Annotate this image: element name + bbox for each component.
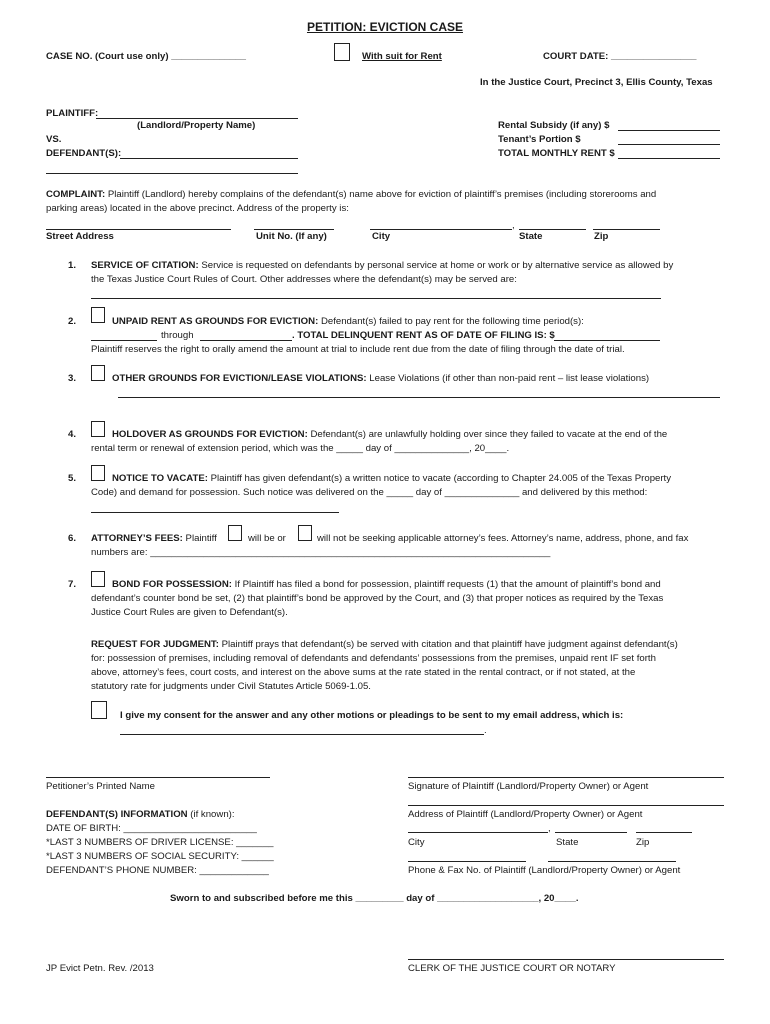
email-consent-checkbox[interactable] [91,701,107,719]
request-line-4: statutory rate for judgments under Civil Statutes Article 5069-1.05. [91,681,371,692]
rent-period-to-input[interactable] [200,340,292,341]
sworn-statement: Sworn to and subscribed before me this _________ day of ___________________, 20____. [170,893,579,904]
service-of-citation-text: Service is requested on defendants by personal service at home or work or by alternative service as allowed by [198,260,674,271]
item-5-number: 5. [68,473,77,484]
delivery-method-input[interactable] [91,512,339,513]
defendants-label: DEFENDANT(S): [46,148,122,159]
request-for-judgment-heading: REQUEST FOR JUDGMENT: [91,639,219,650]
plaintiff-address-line[interactable] [408,805,724,806]
city-caption: City [372,231,391,242]
page-title: PETITION: EVICTION CASE [306,20,463,34]
complaint-label: COMPLAINT: [46,189,106,200]
plaintiff-zip-input[interactable] [636,832,692,833]
item-7-line-1 [112,579,661,591]
request-for-judgment-text: Plaintiff prays that defendant(s) be served with citation and that plaintiff have judgment against defendant(s) [218,639,678,650]
item-4-line-2: rental term or renewal of extension period, which was the _____ day of ______________, 20____. [91,443,510,454]
other-grounds-text: Lease Violations (if other than non-paid rent – list lease violations) [366,373,650,384]
defendant-phone-field[interactable]: DEFENDANT’S PHONE NUMBER: _____________ [46,865,269,876]
request-line-2: for: possession of premises, including removal of defendants and defendants’ possessions from the premises, unpaid rent IF set forth [91,653,656,664]
unit-no-caption: Unit No. (If any) [256,231,327,242]
signature-caption: Signature of Plaintiff (Landlord/Property Owner) or Agent [408,781,649,792]
attorneys-fees-heading: ATTORNEY’S FEES: [91,533,183,544]
driver-license-field[interactable]: *LAST 3 NUMBERS OF DRIVER LICENSE: _______ [46,837,274,848]
printed-name-caption: Petitioner’s Printed Name [46,781,155,792]
item-1-number: 1. [68,260,77,271]
lease-violations-input[interactable] [118,397,720,398]
item-5-line-2: Code) and demand for possession. Such notice was delivered on the _____ day of ______________ and delivered by this method: [91,487,648,498]
will-not-be-text: will not be seeking applicable attorney’s fees. Attorney’s name, address, phone, and fax [317,533,689,544]
plaintiff-city-input[interactable] [408,832,548,833]
plaintiff-zip-caption: Zip [636,837,650,848]
plaintiff-input-line[interactable] [96,118,298,119]
notice-to-vacate-text: Plaintiff has given defendant(s) a written notice to vacate (according to Chapter 24.005 of the Texas Property [207,473,672,484]
item-4-number: 4. [68,429,77,440]
social-security-field[interactable]: *LAST 3 NUMBERS OF SOCIAL SECURITY: ______ [46,851,274,862]
item-3-line-1 [112,373,649,385]
unpaid-rent-checkbox[interactable] [91,307,105,323]
city-input[interactable] [370,229,512,230]
other-grounds-checkbox[interactable] [91,365,105,381]
plaintiff-address-caption: Address of Plaintiff (Landlord/Property Owner) or Agent [408,809,643,820]
form-revision: JP Evict Petn. Rev. /2013 [46,963,154,974]
bond-for-possession-checkbox[interactable] [91,571,105,587]
defendant-info-tail: (if known): [187,809,235,820]
rent-period-from-input[interactable] [91,340,157,341]
clerk-caption: CLERK OF THE JUSTICE COURT OR NOTARY [408,963,616,974]
notice-to-vacate-checkbox[interactable] [91,465,105,481]
item-7-line-3: Justice Court Rules are given to Defendant(s). [91,607,288,618]
plaintiff-phone-input[interactable] [408,861,526,862]
item-6-number: 6. [68,533,77,544]
request-line-3: above, attorney’s fees, court costs, and interest on the above sums at the rate stated in the rental contract, or if not stated, at the [91,667,636,678]
landlord-caption: (Landlord/Property Name) [137,120,256,131]
plaintiff-state-input[interactable] [555,832,627,833]
bond-for-possession-text: If Plaintiff has filed a bond for possession, plaintiff requests (1) that the amount of plaintiff’s bond and [231,579,661,590]
item-2-line-1 [112,316,584,328]
rental-subsidy-input[interactable] [618,130,720,131]
item-1-line-2: the Texas Justice Court Rules of Court. Other addresses where the defendant(s) may be served are: [91,274,517,285]
tenants-portion-input[interactable] [618,144,720,145]
item-4-line-1 [112,429,667,441]
address-comma: , [512,220,515,231]
other-grounds-heading: OTHER GROUNDS FOR EVICTION/LEASE VIOLATIONS: [112,373,367,384]
attorneys-fees-plaintiff: Plaintiff [182,533,217,544]
tenants-portion-label: Tenant’s Portion $ [498,134,581,145]
item-2-line-3: Plaintiff reserves the right to orally amend the amount at trial to include rent due from the date of filing through the date of trial. [91,344,625,355]
date-of-birth-field[interactable]: DATE OF BIRTH: _________________________ [46,823,257,834]
email-consent-label: I give my consent for the answer and any other motions or pleadings to be sent to my email address, which is: [120,710,624,721]
will-be-label: will be or [248,533,286,544]
zip-caption: Zip [594,231,609,242]
court-location: In the Justice Court, Precinct 3, Ellis County, Texas [480,77,713,88]
street-address-input[interactable] [46,229,231,230]
clerk-signature-input[interactable] [408,959,724,960]
through-label: through [161,330,194,341]
item-7-line-2: defendant’s counter bond be set, (2) that plaintiff’s bond be approved by the Court, and (3) that proper notices as required by the Texas [91,593,664,604]
unpaid-rent-text: Defendant(s) failed to pay rent for the following time period(s): [318,316,584,327]
item-3-number: 3. [68,373,77,384]
printed-name-input[interactable] [46,777,270,778]
bond-for-possession-heading: BOND FOR POSSESSION: [112,579,232,590]
email-address-input[interactable] [120,734,484,735]
holdover-heading: HOLDOVER AS GROUNDS FOR EVICTION: [112,429,308,440]
unit-no-input[interactable] [254,229,334,230]
plaintiff-fax-input[interactable] [548,861,676,862]
email-period: . [484,725,487,736]
state-caption: State [519,231,543,242]
rental-subsidy-label: Rental Subsidy (if any) $ [498,120,610,131]
plaintiff-state-caption: State [556,837,579,848]
complaint-text: Plaintiff (Landlord) hereby complains of the defendant(s) name above for eviction of plaintiff’s premises (including storerooms and [105,189,657,200]
with-suit-for-rent-label: With suit for Rent [362,51,442,62]
will-be-checkbox[interactable] [228,525,242,541]
complaint-line-1 [46,189,656,201]
total-delinquent-input[interactable] [554,340,660,341]
vs-label: VS. [46,134,62,145]
total-monthly-rent-label: TOTAL MONTHLY RENT $ [498,148,615,159]
alternate-addresses-input[interactable] [91,298,661,299]
street-address-caption: Street Address [46,231,114,242]
defendants-input-line[interactable] [120,158,298,159]
with-suit-for-rent-checkbox[interactable] [334,43,350,61]
court-date-field[interactable]: COURT DATE: ________________ [543,51,697,62]
defendant-info-heading-line [46,809,235,821]
request-line-1 [91,639,678,651]
item-1-line-1 [91,260,673,272]
plaintiff-city-comma: , [548,823,551,834]
state-input[interactable] [519,229,586,230]
item-5-line-1 [112,473,671,485]
unpaid-rent-heading: UNPAID RENT AS GROUNDS FOR EVICTION: [112,316,319,327]
item-7-number: 7. [68,579,77,590]
phone-fax-caption: Phone & Fax No. of Plaintiff (Landlord/Property Owner) or Agent [408,865,681,876]
signature-input[interactable] [408,777,724,778]
total-monthly-rent-input[interactable] [618,158,720,159]
zip-input[interactable] [593,229,660,230]
will-not-be-checkbox[interactable] [298,525,312,541]
item-6-line-1 [91,533,217,545]
total-delinquent-label: . TOTAL DELINQUENT RENT AS OF DATE OF FILING IS: $ [292,330,555,341]
service-of-citation-heading: SERVICE OF CITATION: [91,260,199,271]
item-2-number: 2. [68,316,77,327]
notice-to-vacate-heading: NOTICE TO VACATE: [112,473,208,484]
case-no-field[interactable]: CASE NO. (Court use only) ______________ [46,51,246,62]
holdover-checkbox[interactable] [91,421,105,437]
holdover-text: Defendant(s) are unlawfully holding over since they failed to vacate at the end of the [307,429,668,440]
plaintiff-label: PLAINTIFF: [46,108,99,119]
defendant-info-heading: DEFENDANT(S) INFORMATION [46,809,188,820]
defendants-input-line-2[interactable] [46,173,298,174]
item-6-line-2: numbers are: ___________________________________________________________________________ [91,547,551,558]
plaintiff-city-caption: City [408,837,425,848]
complaint-line-2: parking areas) located in the above precinct. Address of the property is: [46,203,349,214]
